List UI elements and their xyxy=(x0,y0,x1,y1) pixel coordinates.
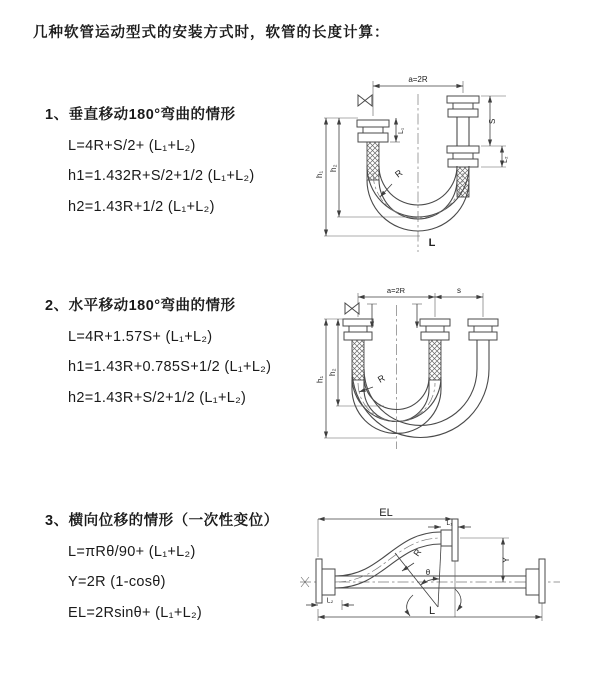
label-r: R xyxy=(393,167,405,180)
hose-s-curve xyxy=(335,532,441,588)
label-h1: h₁ xyxy=(315,375,325,383)
dimension-l1 xyxy=(428,520,471,527)
valve-icon xyxy=(345,303,359,314)
section-2-heading: 2、水平移动180°弯曲的情形 xyxy=(45,298,236,314)
formula: h2=1.43R+1/2 (L₁+L₂) xyxy=(68,198,215,215)
section-1-text xyxy=(45,106,255,216)
flange-fitting-middle xyxy=(420,319,450,340)
flange-fitting-left xyxy=(316,559,335,603)
hose-u-curves xyxy=(352,369,489,438)
flange-fitting-left xyxy=(343,319,373,340)
dimension-l1 xyxy=(390,118,405,142)
dimension-l xyxy=(318,603,542,621)
formula: h2=1.43R+S/2+1/2 (L₁+L₂) xyxy=(68,389,247,406)
horizontal-movement-drawing xyxy=(312,281,567,473)
diagram-horizontal-movement xyxy=(312,281,567,473)
label-l1: L₁ xyxy=(446,520,453,527)
dimension-l2 xyxy=(306,598,354,611)
label-l1: L₁ xyxy=(398,127,405,134)
flange-fitting-right-moved xyxy=(447,146,479,167)
label-l2: L₂ xyxy=(326,597,334,605)
braid-section-middle xyxy=(429,340,441,380)
page-title: 几种软管运动型式的安装方式时，软管的长度计算： xyxy=(33,25,390,41)
valve-icon xyxy=(358,95,372,106)
braid-section-left xyxy=(352,340,364,380)
vertical-movement-drawing xyxy=(310,68,546,258)
label-s: s xyxy=(457,286,461,295)
flange-fitting-left xyxy=(357,120,389,142)
formula: L=4R+1.57S+ (L₁+L₂) xyxy=(68,328,213,345)
formula: L=πRθ/90+ (L₁+L₂) xyxy=(68,543,196,560)
lateral-displacement-drawing xyxy=(298,505,595,645)
flange-fitting-right-upper xyxy=(447,96,479,117)
label-length: L xyxy=(428,237,436,249)
flange-fitting-right xyxy=(526,559,545,603)
dimension-y xyxy=(460,538,511,582)
section-2-text xyxy=(45,297,271,407)
radius-leader xyxy=(402,547,424,571)
label-h1: h₁ xyxy=(315,170,324,178)
section-3-text xyxy=(45,512,279,622)
formula: Y=2R (1-cosθ) xyxy=(68,574,166,590)
label-r: R xyxy=(376,372,387,385)
diagram-vertical-movement xyxy=(310,68,546,258)
dimension-el xyxy=(318,507,452,557)
fitting-length-arrows xyxy=(367,304,422,328)
dimension-a2r xyxy=(358,286,483,317)
label-length: L xyxy=(428,605,436,617)
label-a2r: a=2R xyxy=(408,75,428,84)
label-h2: h₂ xyxy=(328,368,337,376)
flange-fitting-right-moved xyxy=(468,319,498,340)
label-theta: θ xyxy=(425,568,431,577)
label-el: EL xyxy=(379,507,393,519)
label-h2: h₂ xyxy=(329,164,338,172)
label-s: S xyxy=(488,118,497,124)
section-3-heading: 3、横向位移的情形（一次性变位） xyxy=(45,513,279,529)
formula: EL=2Rsinθ+ (L₁+L₂) xyxy=(68,604,203,621)
label-r: R xyxy=(411,547,424,559)
radius-leader xyxy=(380,167,405,197)
formula: h1=1.432R+S/2+1/2 (L₁+L₂) xyxy=(68,168,255,184)
formula: L=4R+S/2+ (L₁+L₂) xyxy=(68,137,196,154)
dimension-l2 xyxy=(502,146,509,167)
formula: h1=1.43R+0.785S+1/2 (L₁+L₂) xyxy=(68,359,272,375)
label-l2: L₂ xyxy=(502,156,509,163)
dimension-stroke-s xyxy=(435,286,483,297)
label-a2r: a=2R xyxy=(386,286,406,295)
diagram-lateral-displacement xyxy=(298,505,595,645)
label-y: Y xyxy=(501,556,511,564)
section-1-heading: 1、垂直移动180°弯曲的情形 xyxy=(45,107,236,123)
